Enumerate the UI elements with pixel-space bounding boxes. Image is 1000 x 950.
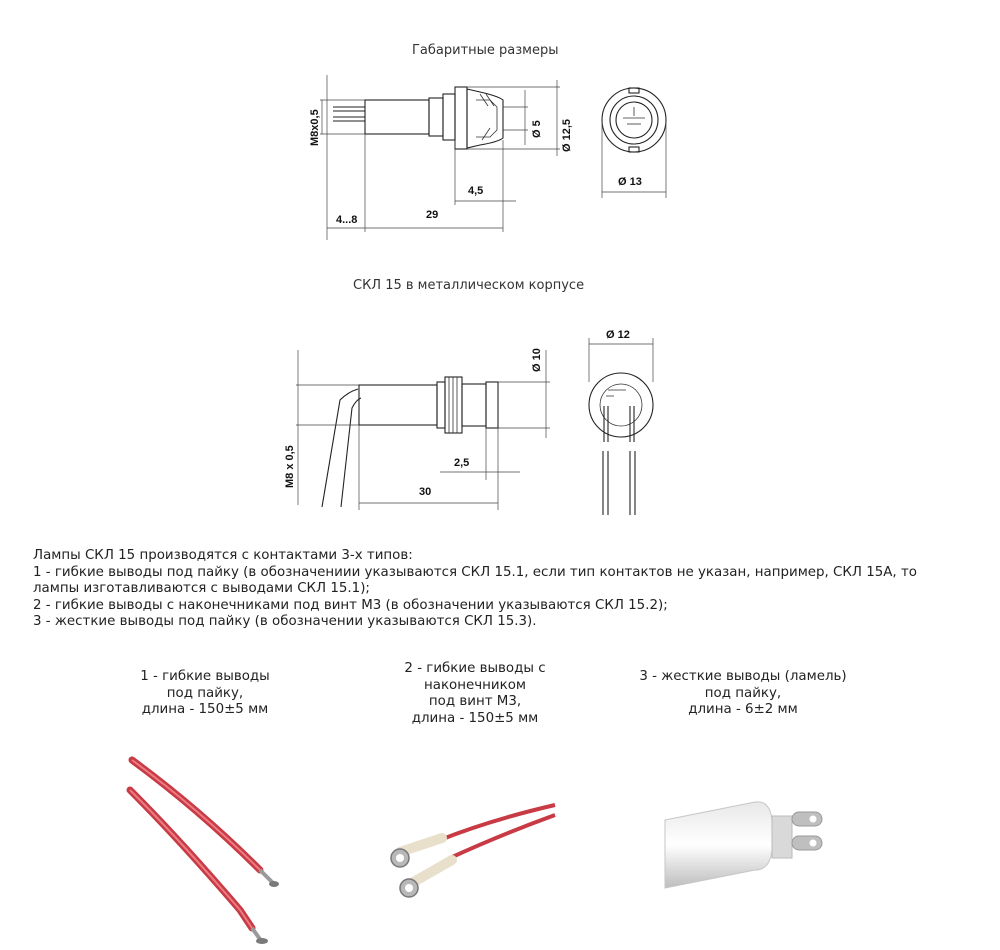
dim-d12 — [589, 329, 653, 382]
diagram2-drawing — [0, 310, 1000, 540]
dim-d12-5-label: Ø 12,5 — [561, 118, 573, 152]
type-1-caption — [100, 669, 310, 719]
dim-d13-label: Ø 13 — [618, 176, 642, 188]
dim-thread-label: M8x0,5 — [309, 109, 321, 146]
lamp-side-view — [333, 87, 503, 149]
dim-d5 — [503, 90, 543, 145]
description-item-2: 2 - гибкие выводы с наконечниками под винт М3 (в обозначении указываются СКЛ 15.2); — [33, 597, 668, 613]
dim-d13 — [602, 122, 666, 198]
caption-line: длина - 150±5 мм — [411, 710, 539, 726]
metal-lamp-side-view — [322, 377, 498, 507]
dim-2-5-label: 2,5 — [454, 457, 470, 469]
caption-line: 3 - жесткие выводы (ламель) — [639, 669, 847, 684]
dim-thread-2-label: M8 x 0,5 — [284, 445, 296, 488]
dim-thread-2 — [284, 350, 359, 505]
lamp-front-view — [602, 88, 666, 152]
caption-line: 1 - гибкие выводы — [140, 669, 270, 684]
dim-d5-label: Ø 5 — [531, 120, 543, 138]
caption-line: 2 - гибкие выводы с — [404, 661, 546, 676]
type-2-caption — [370, 661, 580, 727]
diagram1-drawing — [0, 60, 1000, 300]
caption-line: под пайку, — [166, 685, 244, 701]
caption-line: наконечником — [424, 677, 526, 693]
metal-lamp-front-view — [589, 373, 653, 515]
dim-4-8-label: 4...8 — [336, 214, 358, 226]
dim-30 — [359, 425, 498, 510]
terminal-wires-photo — [380, 790, 580, 920]
dim-4-8 — [327, 134, 365, 232]
caption-line: под винт М3, — [428, 694, 522, 710]
rigid-leads-photo — [660, 790, 860, 900]
type-3-caption — [623, 669, 863, 719]
contact-types-description — [33, 548, 938, 631]
dim-29 — [365, 209, 503, 228]
caption-line: под пайку, — [704, 685, 782, 701]
dim-d10-label: Ø 10 — [531, 348, 543, 372]
description-intro: Лампы СКЛ 15 производятся с контактами 3-х типов: — [33, 548, 413, 563]
description-item-1: 1 - гибкие выводы под пайку (в обозначениии указываются СКЛ 15.1, если тип контактов не указан, например, СКЛ 15А, то лампы изготавливаются с выводами СКЛ 15.1); — [33, 564, 917, 597]
diagram2-title: СКЛ 15 в металлическом корпусе — [353, 278, 585, 293]
dim-2-5 — [440, 428, 520, 480]
dim-d12-label: Ø 12 — [606, 329, 630, 341]
dim-d10 — [498, 348, 550, 438]
dim-29-label: 29 — [426, 209, 439, 221]
flexible-wires-photo — [110, 750, 410, 950]
caption-line: длина - 6±2 мм — [688, 702, 798, 718]
description-item-3: 3 - жесткие выводы под пайку (в обозначении указываются СКЛ 15.3). — [33, 614, 537, 630]
dim-4-5-label: 4,5 — [468, 185, 484, 197]
caption-line: длина - 150±5 мм — [141, 702, 269, 718]
diagram1-title: Габаритные размеры — [412, 43, 559, 58]
dim-30-label: 30 — [419, 486, 432, 498]
dim-4-5 — [455, 140, 516, 232]
